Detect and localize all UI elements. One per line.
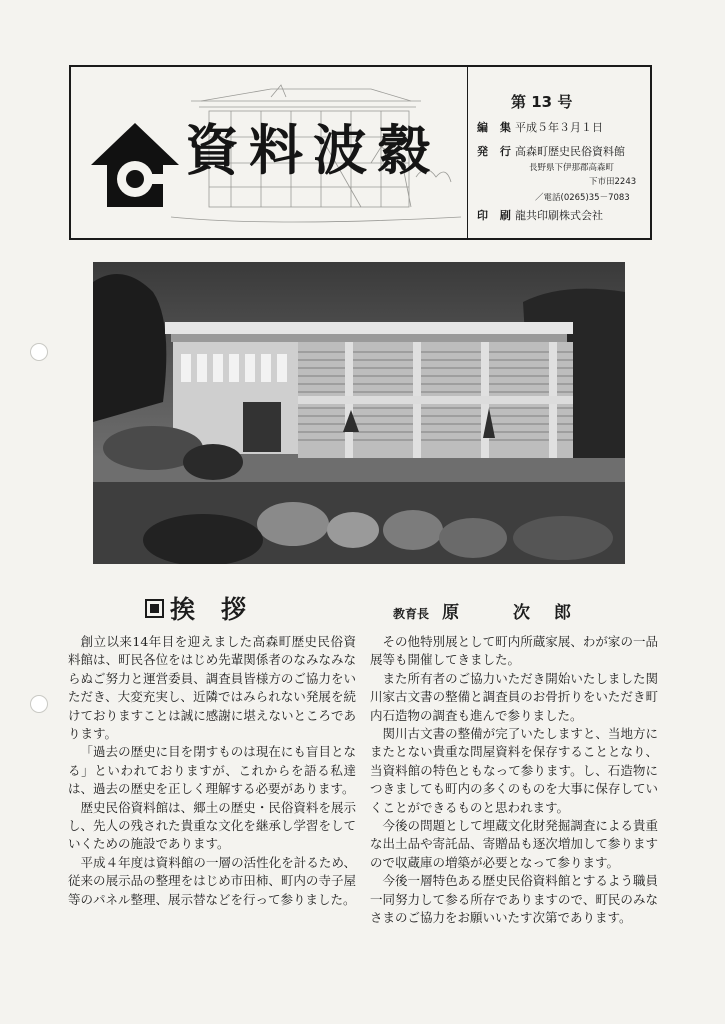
printer-row [477,207,603,223]
printer-label: 印 刷 [477,209,515,222]
paragraph: 今後一層特色ある歴史民俗資料館とするよう職員一同努力して参る所存でありますので、町民のみなさまのご協力をお願いいたす次第であります。 [370,873,658,926]
publisher-address-2: 下市田2243 [589,177,637,187]
article-column-right [370,633,658,928]
publisher-label: 発 行 [477,145,515,158]
punch-hole-bottom [30,695,48,713]
paragraph: 関川古文書の整備が完了いたしますと、当地方にまたとない貴重な問屋資料を保存することとなり、当資料館の特色ともなって参ります。し、石造物につきましても町内の多くのものを大事に保存していくことができるものと思われます。 [370,726,658,815]
paragraph: 歴史民俗資料館は、郷土の歴史・民俗資料を展示し、先人の残された貴重な文化を継承し学習をしていくための施設であります。 [68,799,356,852]
article-heading [145,590,272,626]
article-author [393,598,595,623]
article-heading-text: 挨拶 [170,595,273,624]
paragraph: 今後の問題として埋蔵文化財発掘調査による貴重な出土品や寄託品、寄贈品も逐次増加して参りますので収蔵庫の増築が必要となって参ります。 [370,818,658,870]
publisher-phone: ／電話(0265)35－7083 [535,193,630,203]
editor-value: 平成５年３月１日 [515,121,603,134]
paragraph: 創立以来14年目を迎えました高森町歴史民俗資料館は、町民各位をはじめ先輩関係者のなみなみならぬご努力と運営委員、調査員皆様方のご協力をいただき、大変充実し、近隣ではみられない発展を続けておりますことは誠に感謝に堪えないところであります。 [68,634,356,742]
publisher-row [477,143,625,159]
publisher-address-1: 長野県下伊那郡高森町 [529,163,615,173]
issue-number: 第 13 号 [511,93,573,111]
article-column-left [68,633,356,909]
newsletter-title: 資料波縠 [185,118,441,182]
paragraph: その他特別展として町内所蔵家展、わが家の一品展等も開催してきました。 [370,634,658,668]
editor-row [477,119,603,135]
museum-building-photo [93,262,625,564]
punch-hole-top [30,343,48,361]
author-name: 原 次郎 [442,603,596,623]
town-emblem-logo [87,119,183,211]
bullet-square-icon [145,599,164,618]
masthead-title-panel [71,67,468,238]
paragraph: 「過去の歴史に目を閉すものは現在にも盲目となる」といわれておりますが、これからを語る私達は、過去の歴史を正しく理解する必要があります。 [68,744,356,797]
author-role: 教育長 [393,607,430,621]
paragraph: 平成４年度は資料館の一層の活性化を計るため、従来の展示品の整理をはじめ市田柿、町内の寺子屋等のパネル整理、展示替などを行って参りました。 [68,854,356,907]
masthead-info-panel [469,67,650,238]
masthead [69,65,652,240]
paragraph: また所有者のご協力いただき開始いたしました関川家古文書の整備と調査員のお骨折りをいただき町内石造物の調査も進んで参りました。 [370,670,658,723]
printer-value: 龍共印刷株式会社 [515,209,603,222]
publisher-value: 高森町歴史民俗資料館 [515,145,625,158]
editor-label: 編 集 [477,121,515,134]
